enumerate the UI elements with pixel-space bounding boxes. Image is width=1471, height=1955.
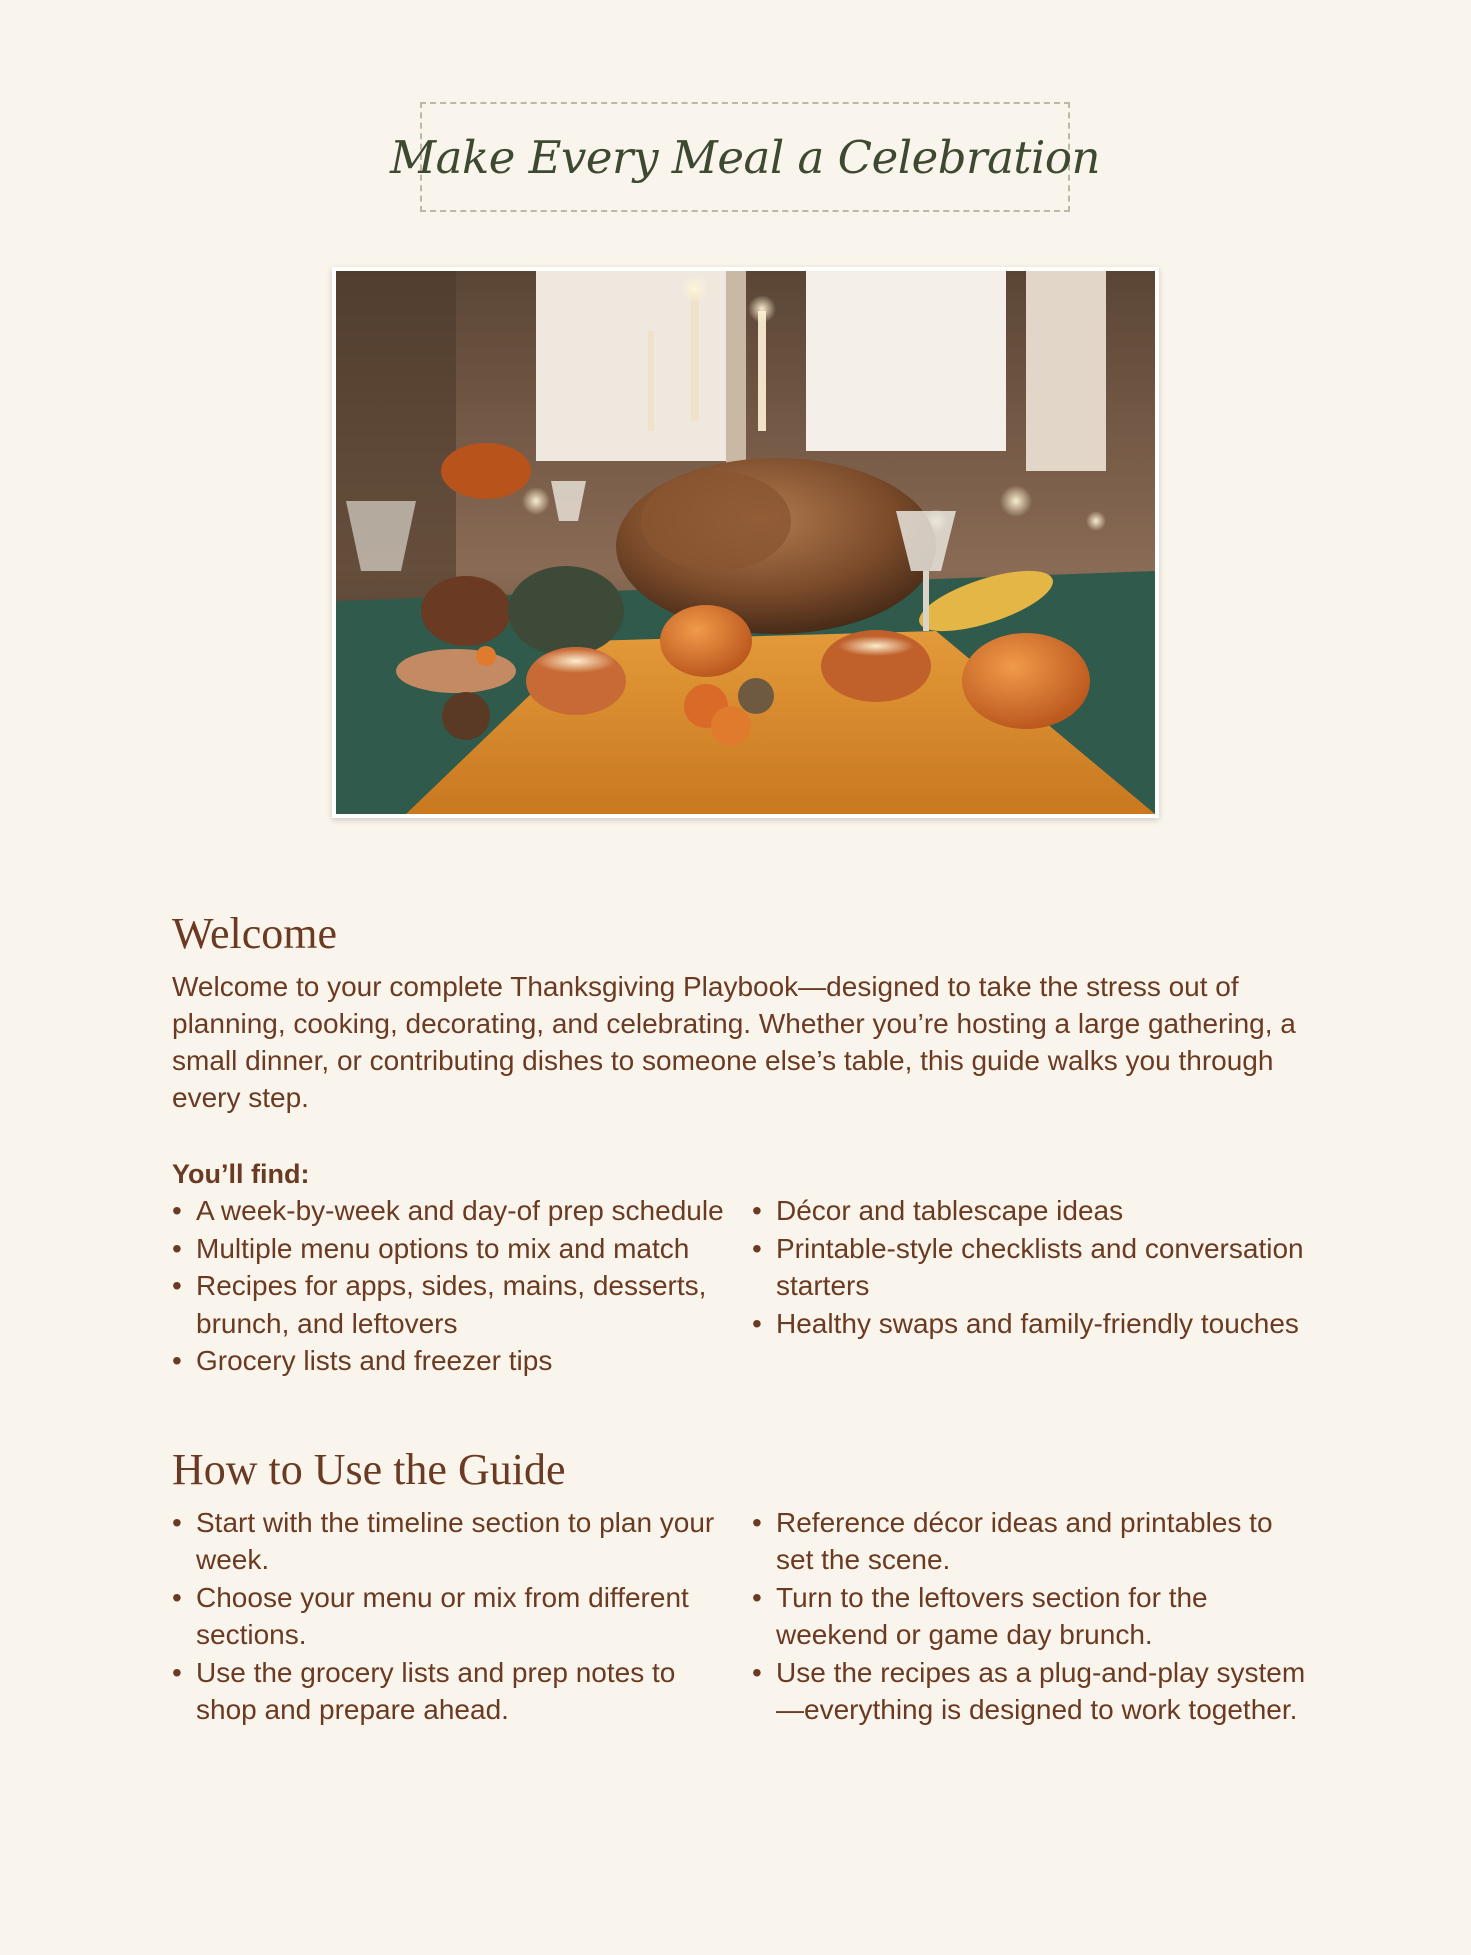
bullet-icon: • xyxy=(172,1345,182,1376)
bullet-icon: • xyxy=(752,1232,762,1264)
list-item xyxy=(172,1504,732,1579)
list-item xyxy=(752,1305,1312,1343)
list-item-text: Choose your menu or mix from different sections. xyxy=(196,1581,689,1650)
find-columns xyxy=(172,1192,1332,1380)
bullet-icon: • xyxy=(172,1656,182,1688)
list-item-text: Printable-style checklists and conversation starters xyxy=(776,1232,1304,1301)
list-item-text: A week-by-week and day-of prep schedule xyxy=(196,1195,724,1226)
howto-list-left xyxy=(172,1504,732,1729)
list-item-text: Use the grocery lists and prep notes to shop and prepare ahead. xyxy=(196,1656,676,1725)
bullet-icon: • xyxy=(172,1195,182,1226)
list-item-text: Décor and tablescape ideas xyxy=(776,1195,1124,1226)
list-item-text: Start with the timeline section to plan your week. xyxy=(196,1506,715,1575)
howto-list-right xyxy=(752,1504,1312,1729)
list-item-text: Recipes for apps, sides, mains, desserts, brunch, and leftovers xyxy=(196,1270,707,1339)
bullet-icon: • xyxy=(752,1581,762,1613)
list-item xyxy=(172,1230,732,1268)
find-label: You’ll find: xyxy=(172,1159,310,1189)
bullet-icon: • xyxy=(172,1232,182,1264)
list-item xyxy=(172,1342,732,1380)
welcome-heading: Welcome xyxy=(172,909,338,958)
list-item xyxy=(172,1192,732,1230)
howto-heading: How to Use the Guide xyxy=(172,1444,566,1494)
welcome-intro: Welcome to your complete Thanksgiving Playbook—designed to take the stress out of planning, cooking, decorating, and celebrating. Whether you’re hosting a large gathering, a small dinner, or contributing dishes to someone else’s table, this guide walks you through every step. xyxy=(172,971,1296,1113)
bullet-icon: • xyxy=(752,1307,762,1339)
hero-photo xyxy=(336,271,1155,814)
title-banner xyxy=(390,102,1100,212)
find-list-left xyxy=(172,1192,732,1380)
banner-title: Make Every Meal a Celebration xyxy=(390,130,1100,184)
list-item-text: Use the recipes as a plug-and-play system—everything is designed to work together. xyxy=(776,1656,1306,1725)
list-item xyxy=(752,1579,1312,1654)
list-item-text: Reference décor ideas and printables to set the scene. xyxy=(776,1506,1273,1575)
list-item-text: Healthy swaps and family-friendly touches xyxy=(776,1307,1299,1339)
find-list-right xyxy=(752,1192,1312,1342)
list-item-text: Grocery lists and freezer tips xyxy=(196,1345,553,1376)
hero-photo-frame xyxy=(332,267,1159,818)
list-item-text: Turn to the leftovers section for the weekend or game day brunch. xyxy=(776,1581,1208,1650)
bullet-icon: • xyxy=(172,1581,182,1613)
list-item xyxy=(172,1579,732,1654)
list-item xyxy=(752,1654,1312,1729)
list-item xyxy=(172,1267,732,1342)
list-item xyxy=(172,1654,732,1729)
bullet-icon: • xyxy=(752,1195,762,1226)
list-item xyxy=(752,1192,1312,1230)
bullet-icon: • xyxy=(172,1270,182,1301)
list-item xyxy=(752,1230,1312,1305)
bullet-icon: • xyxy=(172,1506,182,1538)
bullet-icon: • xyxy=(752,1506,762,1538)
bullet-icon: • xyxy=(752,1656,762,1688)
howto-columns xyxy=(172,1504,1332,1729)
list-item xyxy=(752,1504,1312,1579)
list-item-text: Multiple menu options to mix and match xyxy=(196,1232,690,1264)
content xyxy=(172,906,1332,1729)
